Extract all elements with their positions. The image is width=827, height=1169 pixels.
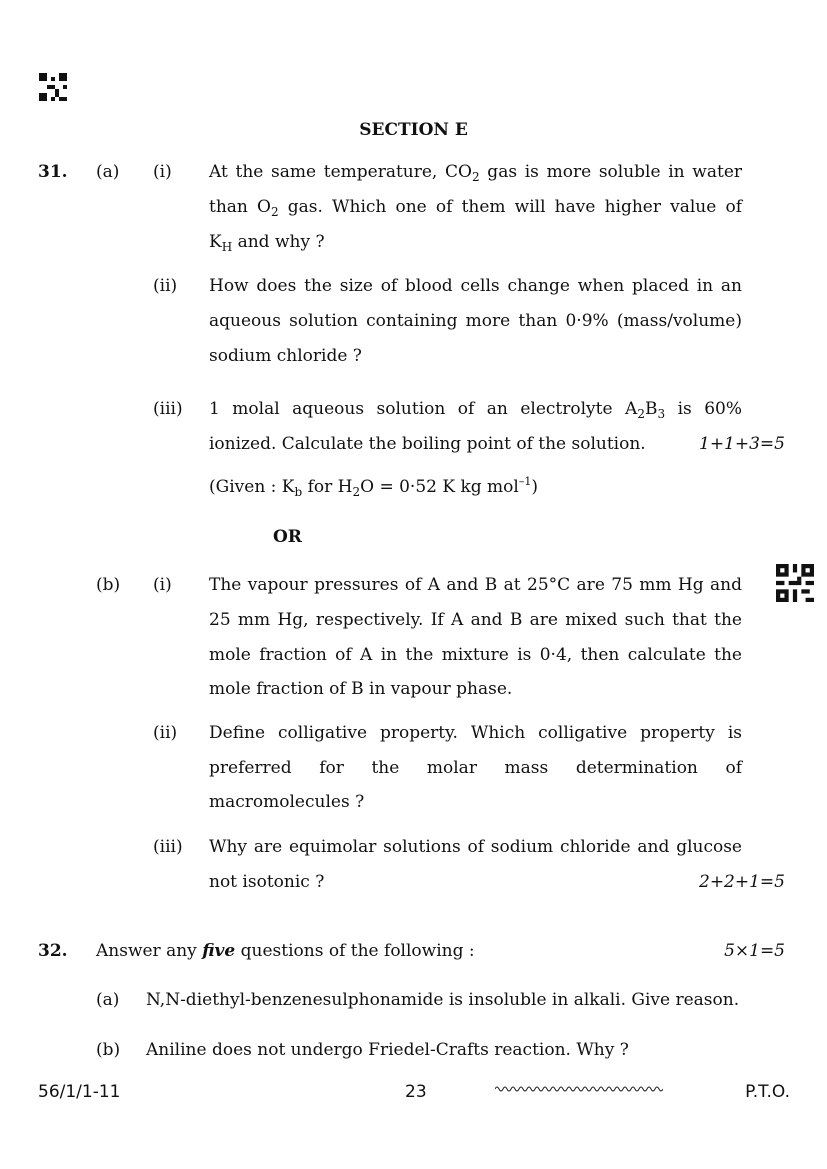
subpart-label: (iii) <box>153 399 183 419</box>
q31-b-iii-line-2: not isotonic ? <box>209 872 325 892</box>
question-number: 32. <box>38 941 68 961</box>
q31-a-i-line-2: than $O_2$ gas. Which one of them will have higher value of <box>209 197 742 219</box>
page-number: 23 <box>405 1082 427 1102</box>
qr-code-icon <box>39 73 67 101</box>
subpart-label: (ii) <box>153 276 178 296</box>
part-label: (a) <box>96 162 120 182</box>
q32-a-text: N,N-diethyl-benzenesulphonamide is insoluble in alkali. Give reason. <box>146 990 740 1010</box>
q31-a-ii-line-1: How does the size of blood cells change when placed in an <box>209 276 742 296</box>
paper-code: 56/1/1-11 <box>38 1082 121 1102</box>
part-label: (b) <box>96 575 121 595</box>
marks-q32: 5×1=5 <box>724 941 785 961</box>
q31-a-i-line-3: $K_H$ and why ? <box>209 232 325 254</box>
marks-a: 1+1+3=5 <box>699 434 785 454</box>
marks-b: 2+2+1=5 <box>699 872 785 892</box>
subpart-label: (iii) <box>153 837 183 857</box>
qr-code-icon <box>776 564 814 602</box>
q31-a-iii-line-2: ionized. Calculate the boiling point of the solution. <box>209 434 646 454</box>
q31-b-i-line-3: mole fraction of A in the mixture is 0·4, then calculate the <box>209 645 742 665</box>
section-title: SECTION E <box>359 120 468 140</box>
pto-label: P.T.O. <box>745 1082 790 1102</box>
q31-b-ii-line-2: preferred for the molar mass determination of <box>209 758 742 778</box>
q31-b-ii-line-1: Define colligative property. Which colligative property is <box>209 723 742 743</box>
q32-intro: Answer any five questions of the following : <box>96 941 475 961</box>
or-divider: OR <box>273 527 302 547</box>
q31-b-i-line-1: The vapour pressures of A and B at 25°C are 75 mm Hg and <box>209 575 742 595</box>
q31-a-i-line-1: At the same temperature, $CO_2$ gas is more soluble in water <box>209 162 743 184</box>
subpart-label: (ii) <box>153 723 178 743</box>
wavy-line-icon <box>495 1084 663 1094</box>
q31-b-i-line-4: mole fraction of B in vapour phase. <box>209 679 513 699</box>
q31-a-iii-given: (Given : $K_b$ for $H_2O = 0\cdot 52$ K kg mol$^{-1}$) <box>209 475 538 499</box>
q31-b-iii-line-1: Why are equimolar solutions of sodium chloride and glucose <box>209 837 742 857</box>
q31-a-ii-line-3: sodium chloride ? <box>209 346 362 366</box>
q31-b-i-line-2: 25 mm Hg, respectively. If A and B are mixed such that the <box>209 610 742 630</box>
part-label: (a) <box>96 990 120 1010</box>
subpart-label: (i) <box>153 575 172 595</box>
q31-a-iii-line-1: 1 molal aqueous solution of an electrolyte $A_2B_3$ is 60% <box>209 399 742 421</box>
part-label: (b) <box>96 1040 121 1060</box>
subpart-label: (i) <box>153 162 172 182</box>
q31-b-ii-line-3: macromolecules ? <box>209 792 365 812</box>
q32-b-text: Aniline does not undergo Friedel-Crafts reaction. Why ? <box>146 1040 629 1060</box>
question-number: 31. <box>38 162 68 182</box>
q31-a-ii-line-2: aqueous solution containing more than 0·9% (mass/volume) <box>209 311 742 331</box>
